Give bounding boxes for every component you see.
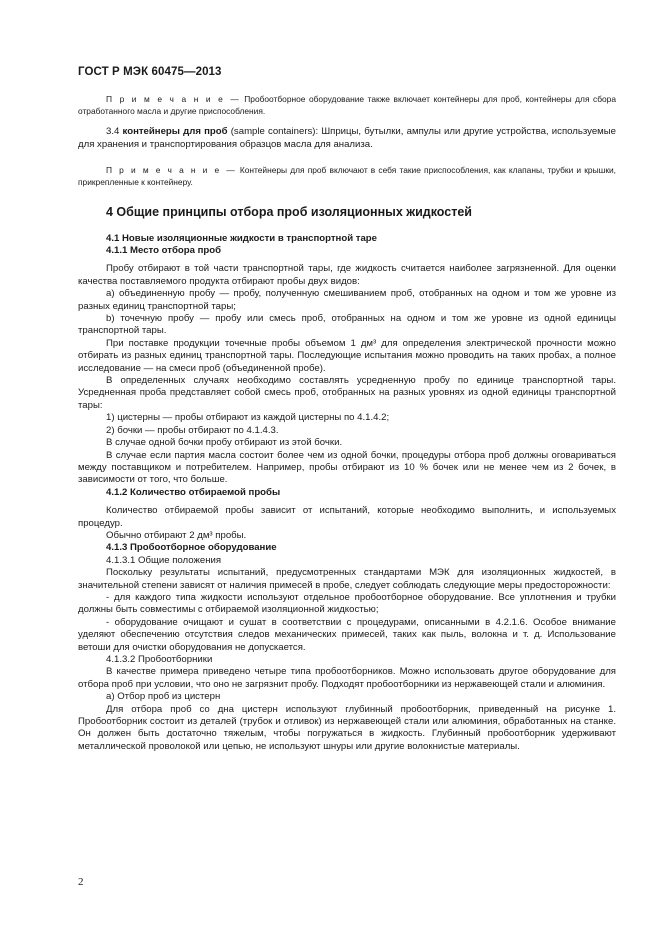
paragraph: В определенных случаях необходимо составлять усредненную пробу по единице транспортной тары. Усредненная проба представляет собой смесь проб, отобранных на разных уровнях из одной единицы транспортной тары: [78,375,616,411]
definition-3-4 [78,126,616,151]
section-4-1-heading: 4.1 Новые изоляционные жидкости в транспортной таре [106,232,377,244]
section-4-heading: 4 Общие принципы отбора проб изоляционных жидкостей [106,205,472,220]
paragraph: Для отбора проб со дна цистерн используют глубинный пробоотборник, приведенный на рисунке 1. Пробоотборник состоит из деталей (трубок и отливок) из нержавеющей стали или алюминия, обработанных на станке. Он должен быть достаточно тяжелым, чтобы погружаться в жидкость. Глубинный пробоотборник удерживают металлической проволокой или цепью, не используют шнуры или другие волокнистые материалы. [78,703,616,752]
section-4-1-1-heading: 4.1.1 Место отбора проб [106,245,222,256]
paragraph: Обычно отбирают 2 дм³ пробы. [106,529,247,541]
section-4-1-3-1-heading: 4.1.3.1 Общие положения [106,554,222,566]
document-header: ГОСТ Р МЭК 60475—2013 [78,66,222,78]
section-4-1-3-heading: 4.1.3 Пробоотборное оборудование [106,542,277,554]
note-text: Контейнеры для проб включают в себя такие приспособления, как клапаны, трубки и крышки, прикрепленные к контейнеру. [78,165,617,187]
page-number: 2 [78,876,84,888]
note-label: П р и м е ч а н и е — [106,94,241,104]
document-body [78,94,616,753]
list-item: b) точечную пробу — пробу или смесь проб, отобранных на одном и том же уровне из одной единицы транспортной тары. [78,313,616,337]
paragraph: При поставке продукции точечные пробы объемом 1 дм³ для определения электрической прочности можно отбирать из разных единиц транспортной тары. Последующие испытания можно проводить на таких пробах, а полное исследование — на смеси проб (объединенной пробе). [78,337,616,374]
note-2 [78,165,616,188]
paragraph: В случае одной бочки пробу отбирают из этой бочки. [106,437,343,449]
section-4-1-3-2-heading: 4.1.3.2 Пробоотборники [106,654,213,665]
list-item: a) объединенную пробу — пробу, полученную смешиванием проб, отобранных на одном и том же уровне из разных единиц транспортной тары; [78,288,616,312]
list-item: 2) бочки — пробы отбирают по 4.1.4.3. [106,424,279,436]
note-text: Пробоотборное оборудование также включает контейнеры для проб, контейнеры для сбора отработанного масла и другие приспособления. [78,94,616,116]
list-item: - для каждого типа жидкости используют отдельное пробоотборное оборудование. Все уплотнения и трубки должны быть совместимы с отбираемой изоляционной жидкостью; [78,591,616,616]
paragraph: Количество отбираемой пробы зависит от испытаний, которые необходимо выполнить, и используемых процедур. [78,505,616,529]
definition-term: контейнеры для проб [122,126,228,138]
definition-number: 3.4 [106,126,123,138]
definition-text: (sample containers): Шприцы, бутылки, ампулы или другие устройства, используемые для хранения и транспортирования образцов масла для анализа. [78,126,616,150]
list-item: - оборудование очищают и сушат в соответствии с процедурами, описанными в 4.2.1.6. Особое внимание уделяют обеспечению отсутствия следов механических примесей, таких как пыль, волокна и т. д. Использование ветоши для очистки оборудования не допускается. [78,616,616,653]
paragraph: В случае если партия масла состоит более чем из одной бочки, процедуры отбора проб должны оговариваться между поставщиком и потребителем. Например, пробы отбирают из 10 % бочек или не менее чем из 2 бочек, в зависимости от того, что больше. [78,449,616,486]
section-4-1-2-heading: 4.1.2 Количество отбираемой пробы [106,486,281,498]
paragraph: В качестве примера приведено четыре типа пробоотборников. Можно использовать другое оборудование для отбора проб при условии, что оно не загрязнит пробу. Подходят пробоотборники из нержавеющей стали и алюминия. [78,666,616,690]
list-item: 1) цистерны — пробы отбирают из каждой цистерны по 4.1.4.2; [106,412,390,424]
note-1 [78,94,616,117]
note-label: П р и м е ч а н и е — [106,165,237,175]
paragraph: Пробу отбирают в той части транспортной тары, где жидкость считается наиболее загрязненной. Для оценки качества поставляемого продукта отбирают пробы двух видов: [78,263,616,287]
list-item: а) Отбор проб из цистерн [106,691,221,703]
paragraph: Поскольку результаты испытаний, предусмотренных стандартами МЭК для изоляционных жидкостей, в значительной степени зависят от наличия примесей в пробе, следует соблюдать следующие меры предосторожности: [78,567,616,591]
